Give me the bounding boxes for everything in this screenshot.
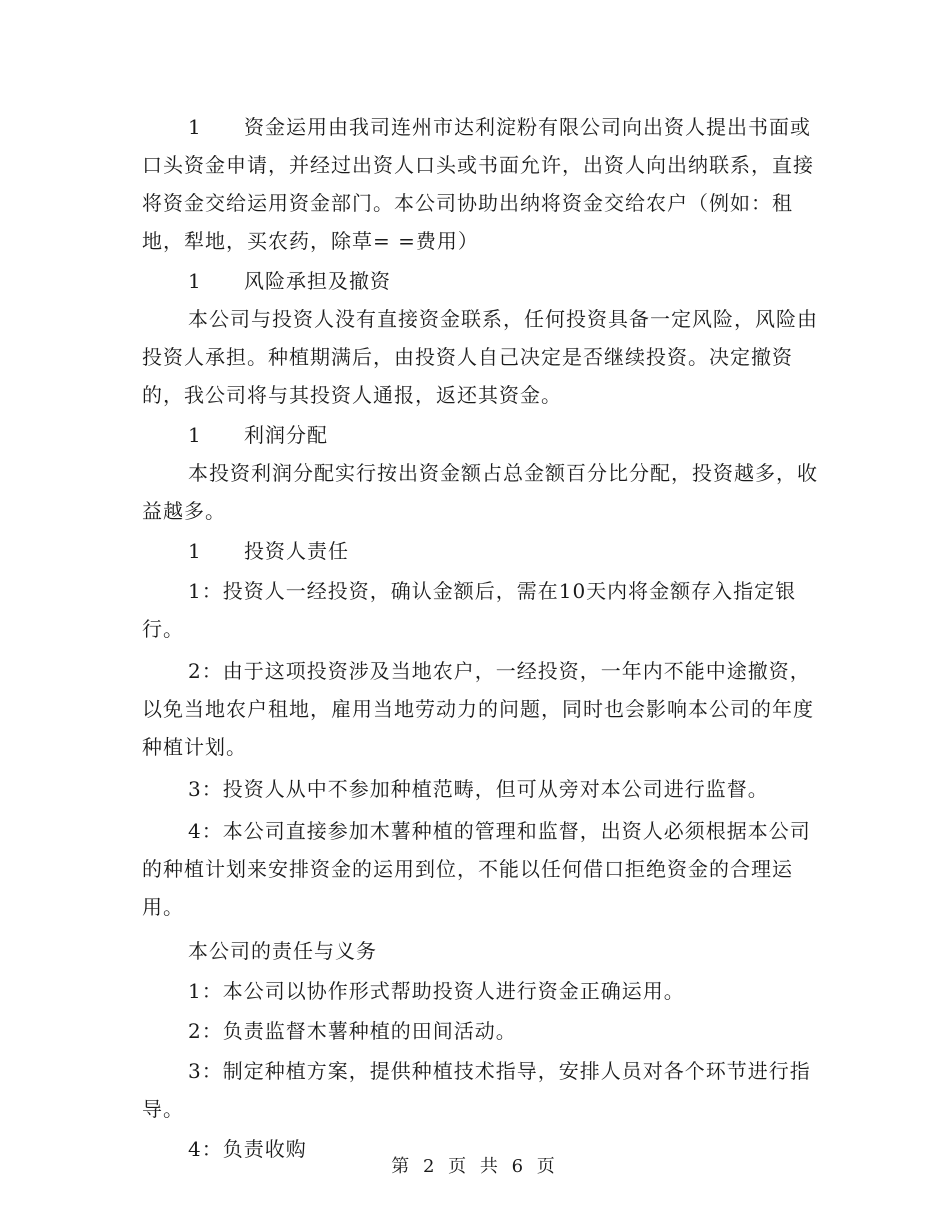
section-5-heading: 本公司的责任与义务 xyxy=(188,939,377,963)
document-body xyxy=(142,108,822,1168)
section-2-title: 风险承担及撤资 xyxy=(244,269,391,293)
section-4-item-4: 4：本公司直接参加木薯种植的管理和监督，出资人必须根据本公司的种植计划来安排资金的运用到位，不能以任何借口拒绝资金的合理运用。 xyxy=(142,819,811,919)
section-1-paragraph xyxy=(142,108,822,260)
section-4-item-1: 1：投资人一经投资，确认金额后，需在10天内将金额存入指定银行。 xyxy=(142,579,797,641)
section-1-number: 1 xyxy=(188,115,202,139)
section-4-item-2: 2：由于这项投资涉及当地农户，一经投资，一年内不能中途撤资，以免当地农户租地，雇用当地劳动力的问题，同时也会影响本公司的年度种植计划。 xyxy=(142,659,814,759)
section-5-item-1: 1：本公司以协作形式帮助投资人进行资金正确运用。 xyxy=(188,979,685,1003)
section-3-paragraph: 本投资利润分配实行按出资金额占总金额百分比分配，投资越多，收益越多。 xyxy=(142,461,818,523)
section-5-item-4: 4：负责收购 xyxy=(188,1137,307,1161)
section-4-title: 投资人责任 xyxy=(244,539,349,563)
section-2-heading xyxy=(142,262,822,300)
section-4-heading xyxy=(142,532,822,570)
section-1-text: 资金运用由我司连州市达利淀粉有限公司向出资人提出书面或口头资金申请，并经过出资人口头或书面允许，出资人向出纳联系，直接将资金交给运用资金部门。本公司协助出纳将资金交给农户（例如：租地，犁地，买农药，除草= =费用） xyxy=(142,115,814,253)
section-3-heading xyxy=(142,416,822,454)
page-number-footer: 第 2 页 共 6 页 xyxy=(391,1156,559,1177)
section-5-item-2: 2：负责监督木薯种植的田间活动。 xyxy=(188,1019,517,1043)
section-3-title: 利润分配 xyxy=(244,423,328,447)
section-4-item-3: 3：投资人从中不参加种植范畴，但可从旁对本公司进行监督。 xyxy=(188,777,769,801)
section-2-paragraph: 本公司与投资人没有直接资金联系，任何投资具备一定风险，风险由投资人承担。种植期满后，由投资人自己决定是否继续投资。决定撤资的，我公司将与其投资人通报，返还其资金。 xyxy=(142,307,818,407)
section-3-number: 1 xyxy=(188,423,202,447)
section-4-number: 1 xyxy=(188,539,202,563)
section-2-number: 1 xyxy=(188,269,202,293)
section-5-item-3: 3：制定种植方案，提供种植技术指导，安排人员对各个环节进行指导。 xyxy=(142,1059,811,1121)
